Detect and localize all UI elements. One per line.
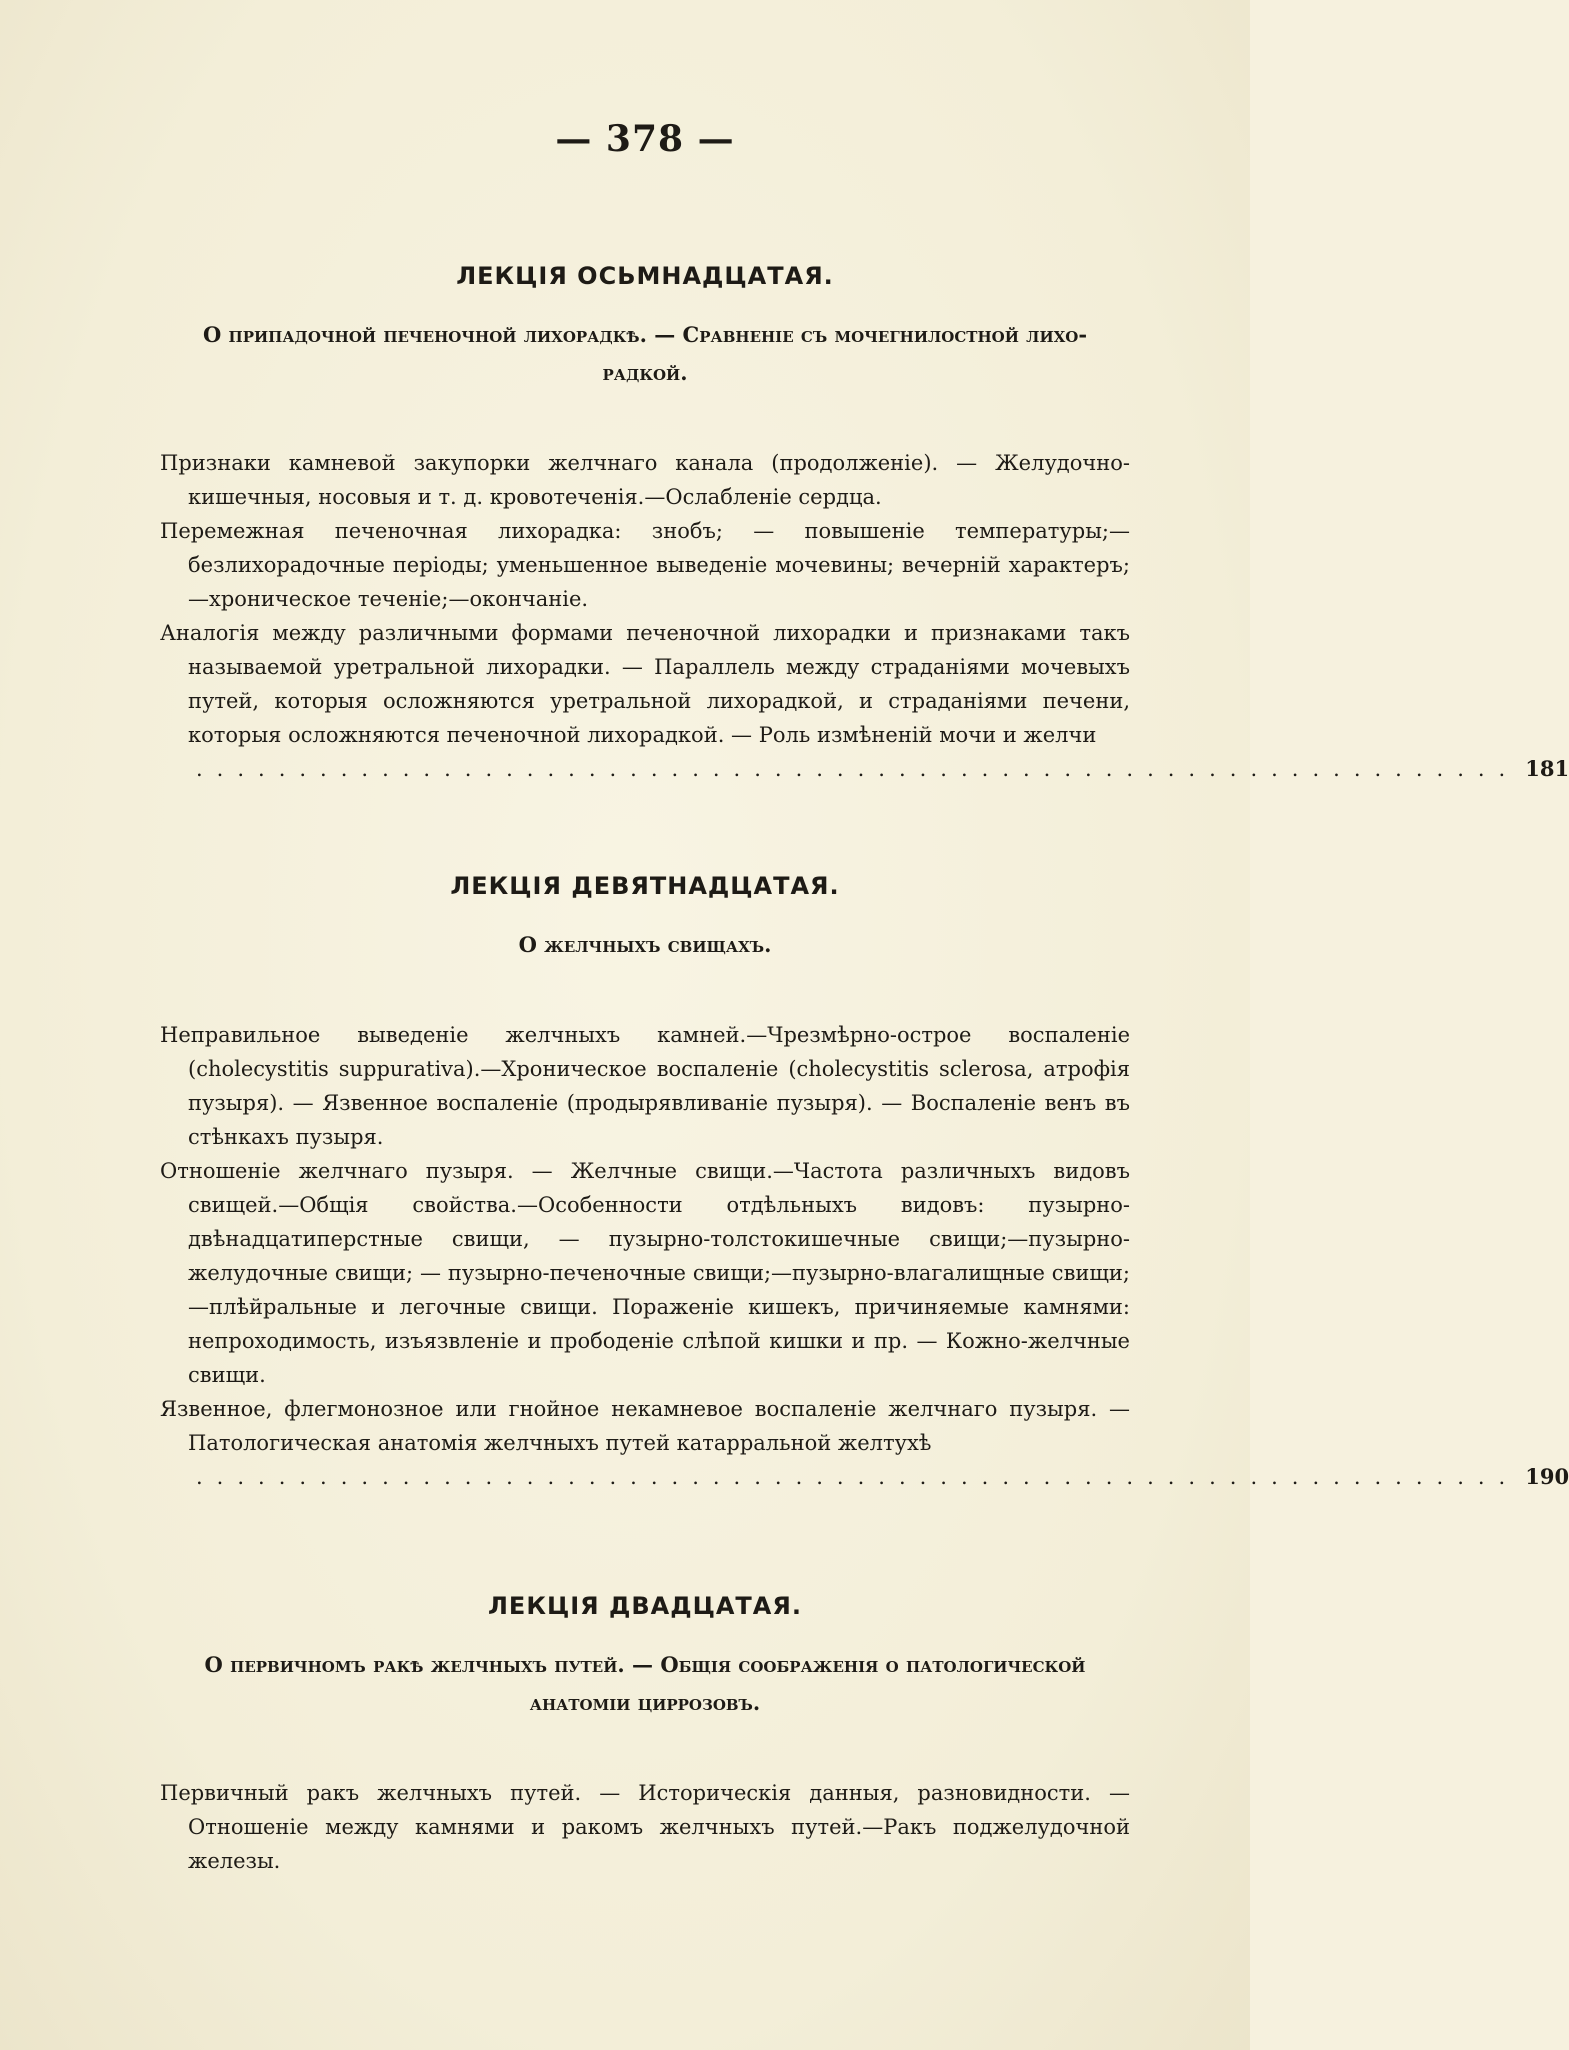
lecture-title: ЛЕКЦІЯ ДВАДЦАТАЯ. bbox=[488, 1592, 802, 1620]
subtitle-line: О желчныхъ свищахъ. bbox=[518, 932, 772, 957]
page-reference-line bbox=[160, 752, 1569, 786]
contents-paragraph: Признаки камневой закупорки желчнаго канала (продолженіе). — Желудочно-кишечныя, носовыя и т. д. кровотеченія.—Ослабленіе сердца. bbox=[160, 451, 1130, 509]
page-reference: 190 bbox=[1525, 1464, 1569, 1489]
lecture-subtitle bbox=[160, 926, 1130, 964]
page-reference: 181 bbox=[1525, 756, 1569, 781]
lecture-title: ЛЕКЦІЯ ОСЬМНАДЦАТАЯ. bbox=[456, 262, 834, 290]
contents-paragraph: Аналогія между различными формами печеночной лихорадки и признаками такъ называемой уретральной лихорадки. — Параллель между страданіями мочевыхъ путей, которыя осложняются уретральной лихорадкой, и страданіями печени, которыя осложняются печеночной лихорадкой. — Роль измѣненій мочи и желчи bbox=[160, 621, 1130, 747]
lecture-subtitle bbox=[160, 316, 1130, 392]
contents-paragraph: Перемежная печеночная лихорадка: знобъ; — повышеніе температуры;—безлихорадочные періоды; уменьшенное выведеніе мочевины; вечерній характеръ;—хроническое теченіе;—окончаніе. bbox=[160, 519, 1130, 611]
lecture-section-18 bbox=[160, 262, 1569, 786]
leader-dots: ................................................................ bbox=[196, 757, 1520, 781]
lecture-section-20 bbox=[160, 1592, 1130, 1878]
subtitle-line: О припадочной печеночной лихорадкѣ. — Сравненіе съ мочегнилостной лихо- bbox=[202, 322, 1088, 347]
contents-paragraph: Отношеніе желчнаго пузыря. — Желчные свищи.—Частота различныхъ видовъ свищей.—Общія свойства.—Особенности отдѣльныхъ видовъ: пузырно-двѣнадцатиперстные свищи, — пузырно-толстокишечные свищи;—пузырно-желудочные свищи; — пузырно-печеночные свищи;—пузырно-влагалищные свищи;—плѣйральные и легочные свищи. Пораженіе кишекъ, причиняемые камнями: непроходимость, изъязвленіе и прободеніе слѣпой кишки и пр. — Кожно-желчные свищи. bbox=[160, 1159, 1130, 1387]
leader-dots: ................................................................ bbox=[196, 1465, 1520, 1489]
contents-paragraph: Неправильное выведеніе желчныхъ камней.—Чрезмѣрно-острое воспаленіе (cholecystitis suppurativa).—Хроническое воспаленіе (cholecystitis sclerosa, атрофія пузыря). — Язвенное воспаленіе (продырявливаніе пузыря). — Воспаленіе венъ въ стѣнкахъ пузыря. bbox=[160, 1023, 1130, 1149]
contents-paragraph: Первичный ракъ желчныхъ путей. — Историческія данныя, разновидности. — Отношеніе между камнями и ракомъ желчныхъ путей.—Ракъ поджелудочной железы. bbox=[160, 1781, 1130, 1873]
lecture-section-19 bbox=[160, 872, 1569, 1494]
subtitle-line: радкой. bbox=[602, 360, 688, 385]
lecture-subtitle bbox=[160, 1646, 1130, 1722]
page-content bbox=[160, 118, 1569, 1878]
subtitle-line: анатоміи циррозовъ. bbox=[529, 1690, 761, 1715]
contents-paragraph: Язвенное, флегмонозное или гнойное некамневое воспаленіе желчнаго пузыря. — Патологическая анатомія желчныхъ путей катарральной желтухѣ bbox=[160, 1397, 1130, 1455]
page-number: — 378 — bbox=[555, 118, 735, 160]
lecture-title: ЛЕКЦІЯ ДЕВЯТНАДЦАТАЯ. bbox=[450, 872, 840, 900]
page-reference-line bbox=[160, 1460, 1569, 1494]
subtitle-line: О первичномъ ракѣ желчныхъ путей. — Общія соображенія о патологической bbox=[204, 1652, 1086, 1677]
